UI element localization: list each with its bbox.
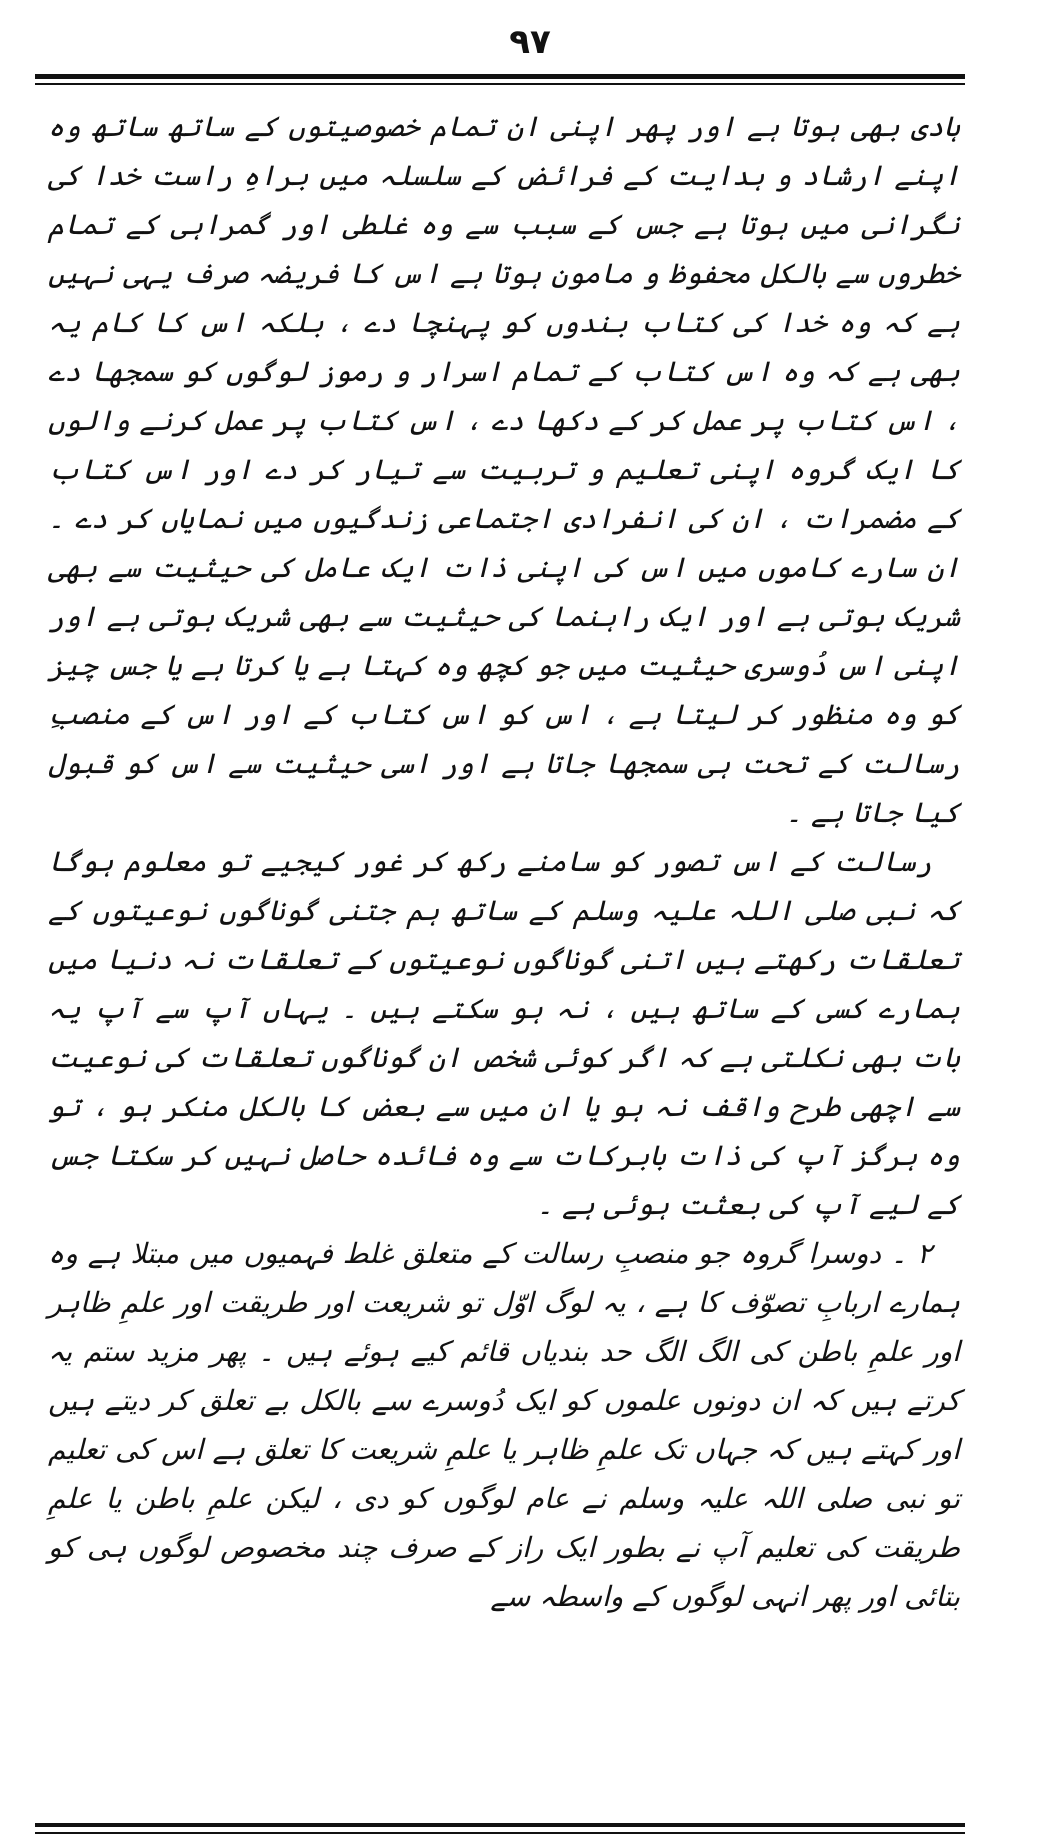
footer-rule-thin <box>35 1832 965 1834</box>
body-text <box>48 102 960 1621</box>
header-rule-thick <box>35 74 965 79</box>
paragraph-risalat-concept: رسالت کے اس تصور کو سامنے رکھ کر غور کیجیے تو معلوم ہوگا کہ نبی صلی اللہ علیہ وسلم کے ساتھ ہم جتنی گوناگوں نوعیتوں کے تعلقات رکھتے ہیں اتنی گوناگوں نوعیتوں کے تعلقات نہ دنیا میں ہمارے کسی کے ساتھ ہیں ، نہ ہو سکتے ہیں ۔ یہاں آپ سے آپ یہ بات بھی نکلتی ہے کہ اگر کوئی شخص ان گوناگوں تعلقات کی نوعیت سے اچھی طرح واقف نہ ہو یا ان میں سے بعض کا بالکل منکر ہو ، تو وہ ہرگز آپ کی ذات بابرکات سے وہ فائدہ حاصل نہیں کر سکتا جس کے لیے آپ کی بعثت ہوئی ہے ۔ <box>48 845 960 1221</box>
page-number: ۹۷ <box>509 22 551 62</box>
header-rule-thin <box>35 83 965 85</box>
paragraph-continuation: ہادی بھی ہوتا ہے اور پھر اپنی ان تمام خصوصیتوں کے ساتھ ساتھ وہ اپنے ارشاد و ہدایت کے فرائض کے سلسلہ میں براہِ راست خدا کی نگرانی میں ہوتا ہے جس کے سبب سے وہ غلطی اور گمراہی کے تمام خطروں سے بالکل محفوظ و مامون ہوتا ہے اس کا فریضہ صرف یہی نہیں ہے کہ وہ خدا کی کتاب بندوں کو پہنچا دے ، بلکہ اس کا کام یہ بھی ہے کہ وہ اس کتاب کے تمام اسرار و رموز لوگوں کو سمجھا دے ، اس کتاب پر عمل کر کے دکھا دے ، اس کتاب پر عمل کرنے والوں کا ایک گروہ اپنی تعلیم و تربیت سے تیار کر دے اور اس کتاب کے مضمرات ، ان کی انفرادی اجتماعی زندگیوں میں نمایاں کر دے ۔ ان سارے کاموں میں اس کی اپنی ذات ایک عامل کی حیثیت سے بھی شریک ہوتی ہے اور ایک راہنما کی حیثیت سے بھی شریک ہوتی ہے اور اپنی اس دُوسری حیثیت میں جو کچھ وہ کہتا ہے یا کرتا ہے یا جس چیز کو وہ منظور کر لیتا ہے ، اس کو اس کتاب کے اور اس کے منصبِ رسالت کے تحت ہی سمجھا جاتا ہے اور اسی حیثیت سے اس کو قبول کیا جاتا ہے ۔ <box>48 110 960 829</box>
paragraph-second-group: ۲ ۔ دوسرا گروہ جو منصبِ رسالت کے متعلق غلط فہمیوں میں مبتلا ہے وہ ہمارے اربابِ تصوّف کا ہے ، یہ لوگ اوّل تو شریعت اور طریقت اور علمِ ظاہر اور علمِ باطن کی الگ الگ حد بندیاں قائم کیے ہوئے ہیں ۔ پھر مزید ستم یہ کرتے ہیں کہ ان دونوں علموں کو ایک دُوسرے سے بالکل بے تعلق کر دیتے ہیں اور کہتے ہیں کہ جہاں تک علمِ ظاہر یا علمِ شریعت کا تعلق ہے اس کی تعلیم تو نبی صلی اللہ علیہ وسلم نے عام لوگوں کو دی ، لیکن علمِ باطن یا علمِ طریقت کی تعلیم آپ نے بطور ایک راز کے صرف چند مخصوص لوگوں ہی کو بتائی اور پھر انہی لوگوں کے واسطہ سے <box>48 1237 961 1613</box>
footer-rule-thick <box>35 1823 965 1827</box>
